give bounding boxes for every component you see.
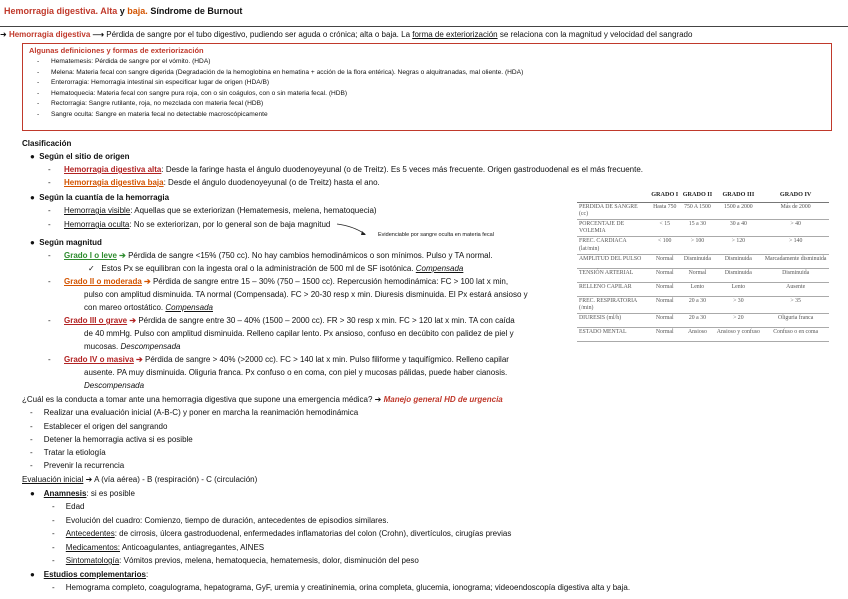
grade-4-item: - Grado IV o masiva ➔ Pérdida de sangre > 40% (>2000 cc). FC > 140 lat x min. Pulso filiforme y taquifígmico. Relleno capilar (48, 355, 509, 364)
table-header: GRADO I (649, 188, 680, 202)
section-by-site: ● Según el sitio de origen (30, 152, 130, 161)
arrow-right-icon: ⟶ (92, 30, 105, 39)
annotation-arrow-icon (335, 222, 375, 240)
list-item: - Sintomatología: Vómitos previos, melena, hematoquecia, hematemesis, dolor, disminución del peso (52, 556, 419, 565)
list-item: - Hematoquecia: Materia fecal con sangre pura roja, con o sin coágulos, con o sin materia fecal. (HDB) (51, 89, 825, 100)
arrow-right-icon: ➔ (144, 277, 151, 286)
grade-4-text: ausente. PA muy disminuida. Oliguria franca. Px confuso o en coma, con piel y mucosas pálidas, puede haber cianosis. (84, 368, 508, 377)
grade-table (577, 188, 829, 342)
studies-line: ● Estudios complementarios: (30, 570, 149, 579)
list-item: - Melena: Materia fecal con sangre digerida (Degradación de la hemoglobina en hematina + acción de la flora entérica). Negras o alquitranadas, mal oliente. (HDA) (51, 68, 825, 79)
definitions-list (29, 57, 825, 120)
table-row: PORCENTAJE DE VOLEMIA < 15 15 a 30 30 a 40 > 40 (577, 219, 829, 236)
list-item: - Hemorragia visible: Aquellas que se exteriorizan (Hematemesis, melena, hematoquecia) (48, 206, 377, 215)
table-header: GRADO III (714, 188, 762, 202)
list-item: - Establecer el origen del sangrando (30, 422, 168, 431)
grade-4-text: Descompensada (84, 381, 145, 390)
grade-2-item: - Grado II o moderada ➔ Pérdida de sangre entre 15 – 30% (750 – 1500 cc). Repercusión hemodinámica: FC > 100 lat x min, (48, 277, 509, 286)
arrow-right-icon: ➔ (374, 395, 382, 404)
table-row: RELLENO CAPILAR Normal Lento Lento Ausente (577, 282, 829, 296)
list-item: - Hematemesis: Pérdida de sangre por el vómito. (HDA) (51, 57, 825, 68)
grade-3-text: de 40 mmHg. Pulso con amplitud disminuida. Relleno capilar lento. Px ansioso, confuso en decúbito con palidez de piel y (84, 329, 514, 338)
list-item: - Hemorragia oculta: No se exteriorizan, por lo general son de baja magnitud (48, 220, 331, 229)
arrow-right-icon: ➔ (129, 316, 137, 325)
table-row: PERDIDA DE SANGRE (cc) Hasta 750 750 A 1500 1500 a 2000 Más de 2000 (577, 202, 829, 219)
bullet-icon: ● (30, 238, 40, 247)
section-by-amount: ● Según la cuantía de la hemorragia (30, 193, 170, 202)
arrow-right-icon: ➔ (136, 355, 143, 364)
list-item: - Edad (52, 502, 85, 511)
divider (0, 26, 848, 27)
grade-3-text: mucosas. Descompensada (84, 342, 181, 351)
grade-3-item: - Grado III o grave ➔ Pérdida de sangre entre 30 – 40% (1500 – 2000 cc). FR > 30 resp x min. FC > 120 lat x min. TA con caída (48, 316, 515, 325)
eval-line: Evaluación inicial ➔ A (vía aérea) - B (respiración) - C (circulación) (22, 475, 258, 484)
annotation-note: Evidenciable por sangre oculta en materia fecal (378, 232, 494, 238)
table-row: FREC. RESPIRATORIA (/min) Normal 20 a 30 > 30 > 35 (577, 296, 829, 313)
bullet-icon: ● (30, 152, 40, 161)
grade-2-text: con mareo ortostático. Compensada (84, 303, 213, 312)
list-item: - Enterorragia: Hemorragia intestinal sin especificar lugar de origen (HDA/B) (51, 78, 825, 89)
section-by-magnitude: ● Según magnitud (30, 238, 102, 247)
list-item: - Medicamentos: Anticoagulantes, antiagregantes, AINES (52, 543, 265, 552)
grade-1-subitem: ✓ Estos Px se equilibran con la ingesta oral o la administración de 500 ml de SF isotónica. Compensada (88, 264, 464, 273)
grade-1-item: - Grado I o leve ➔ Pérdida de sangre <15% (750 cc). No hay cambios hemodinámicos o son mínimos. Pulso y TA normal. (48, 251, 493, 260)
table-row: FREC. CARDIACA (lat/min) < 100 > 100 > 120 > 140 (577, 237, 829, 254)
table-row: ESTADO MENTAL Normal Ansioso Ansioso y confuso Confuso o en coma (577, 328, 829, 342)
list-item: - Sangre oculta: Sangre en materia fecal no detectable macroscópicamente (51, 110, 825, 121)
grade-2-text: pulso con amplitud disminuida. TA normal (Compensada). FC > 20-30 resp x min. Diuresis disminuida. El Px estará ansioso y (84, 290, 528, 299)
bullet-icon: ● (30, 570, 44, 579)
arrow-right-icon: ➔ (85, 475, 93, 484)
list-item: - Hemorragia digestiva baja: Desde el ángulo duodenoyeyunal (o de Treitz) hasta el ano. (48, 178, 380, 187)
list-item: - Rectorragia: Sangre rutilante, roja, no mezclada con materia fecal (HDB) (51, 99, 825, 110)
intro-line: ➜ Hemorragia digestiva ⟶ Pérdida de sangre por el tubo digestivo, pudiendo ser aguda o crónica; alta o baja. La forma de exteriorización se relaciona con la magnitud y velocidad del sangrado (0, 30, 693, 39)
definitions-heading: Algunas definiciones y formas de exteriorización (29, 46, 204, 55)
table-header-row (577, 188, 829, 202)
table-row: DIURESIS (ml/h) Normal 20 a 30 > 20 Oliguria franca (577, 314, 829, 328)
anamnesis-line: ● Anamnesis: si es posible (30, 489, 135, 498)
table-header: GRADO II (680, 188, 714, 202)
list-item: - Realizar una evaluación inicial (A-B-C) y poner en marcha la reanimación hemodinámica (30, 408, 359, 417)
table-row: AMPLITUD DEL PULSO Normal Disminuida Disminuida Marcadamente disminuida (577, 254, 829, 268)
table-header: GRADO IV (762, 188, 829, 202)
arrow-right-icon: ➔ (119, 251, 126, 260)
definitions-box (22, 43, 832, 131)
bullet-icon: ● (30, 193, 40, 202)
list-item: - Tratar la etiología (30, 448, 106, 457)
page-title: Hemorragia digestiva. Alta y baja. Síndrome de Burnout (4, 6, 243, 16)
list-item: - Antecedentes: de cirrosis, úlcera gastroduodenal, enfermedades inflamatorias del colon (Crohn), divertículos, cirugías previas (52, 529, 512, 538)
classification-heading: Clasificación (22, 139, 72, 148)
list-item: - Hemograma completo, coagulograma, hepatograma, GyF, uremia y creatininemia, orina completa, glucemia, ionograma; videoendoscopía digestiva alta y baja. (52, 583, 631, 592)
list-item: - Detener la hemorragia activa si es posible (30, 435, 193, 444)
table-header (577, 188, 649, 202)
list-item: - Evolución del cuadro: Comienzo, tiempo de duración, antecedentes de episodios similares. (52, 516, 389, 525)
list-item: - Prevenir la recurrencia (30, 461, 125, 470)
list-item: - Hemorragia digestiva alta: Desde la faringe hasta el ángulo duodenoyeyunal (o de Treitz). Es 5 veces más frecuente. Origen gastroduodenal es el más frecuente. (48, 165, 643, 174)
management-question: ¿Cuál es la conducta a tomar ante una hemorragia digestiva que supone una emergencia médica? ➔ Manejo general HD de urgencia (22, 395, 503, 404)
check-icon: ✓ (88, 264, 102, 273)
arrow-right-icon: ➜ (0, 30, 7, 39)
table-row: TENSIÓN ARTERIAL Normal Normal Disminuida Disminuida (577, 268, 829, 282)
bullet-icon: ● (30, 489, 44, 498)
